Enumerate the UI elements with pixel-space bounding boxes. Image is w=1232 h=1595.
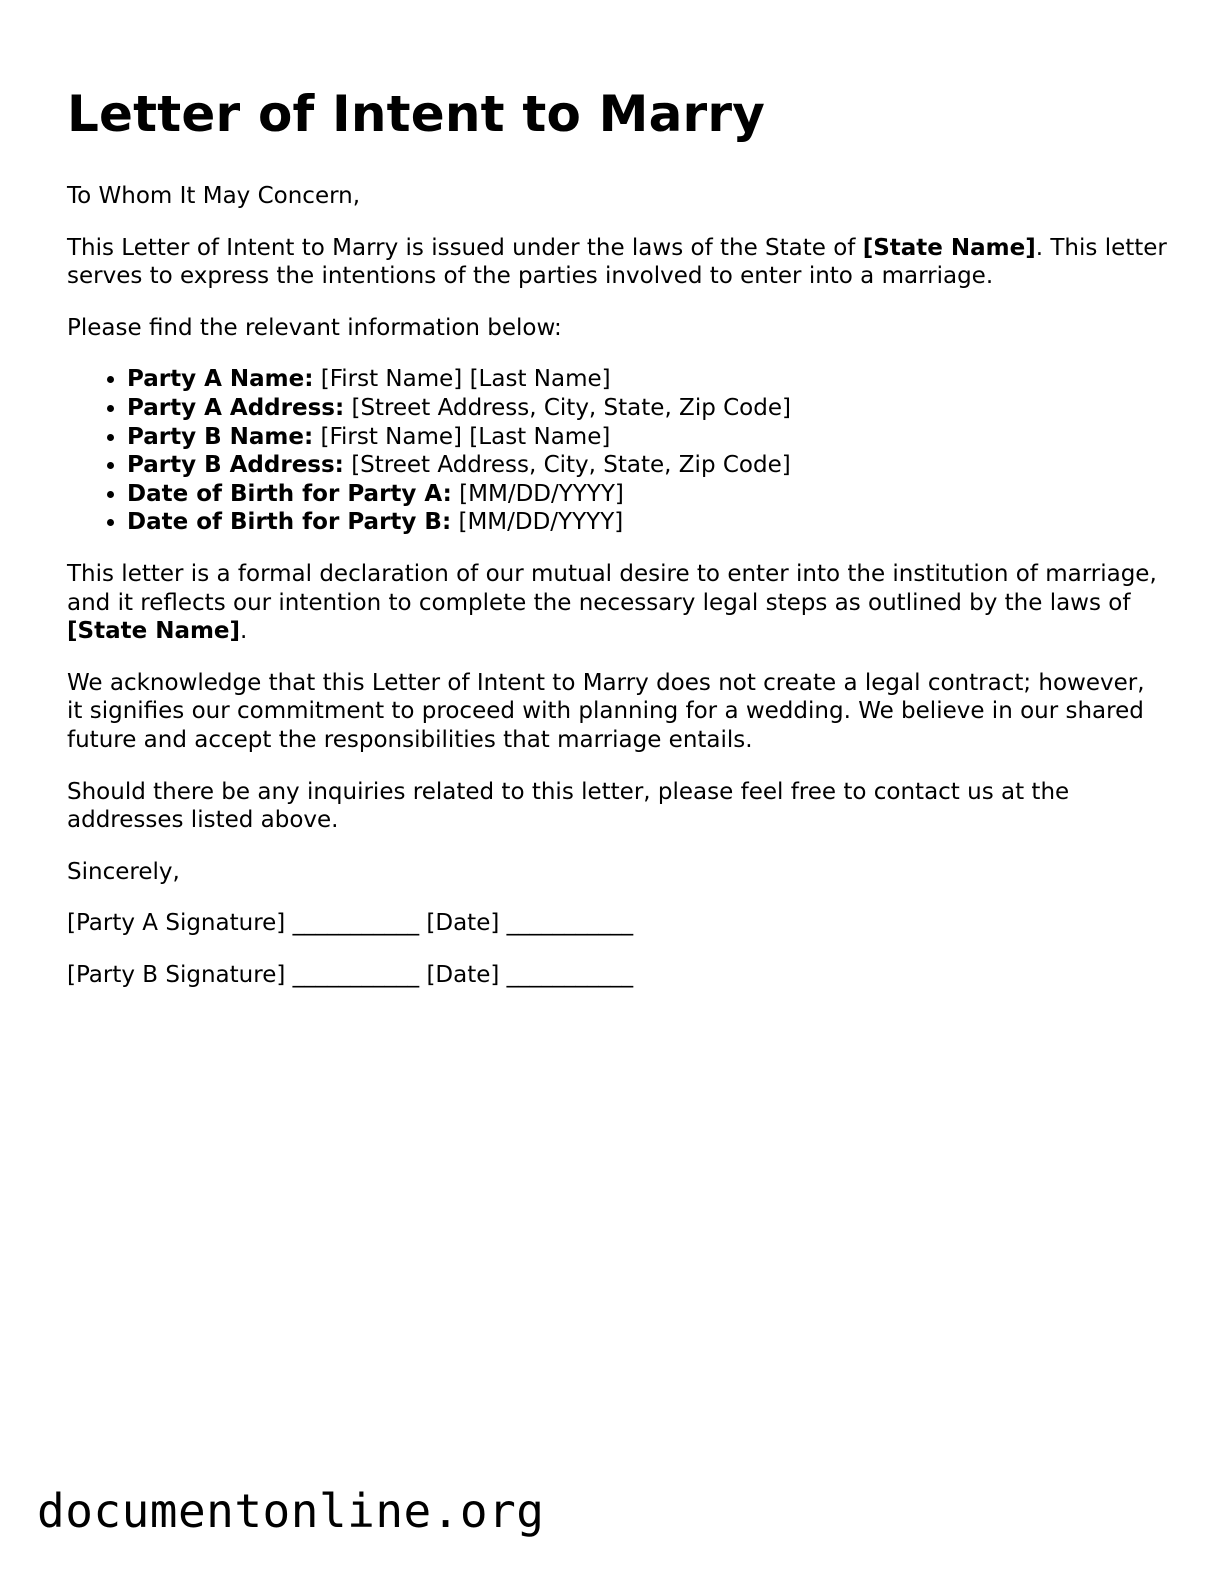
salutation: To Whom It May Concern, xyxy=(67,183,361,209)
item-value: [First Name] [Last Name] xyxy=(313,423,611,450)
closing: Sincerely, xyxy=(67,858,180,885)
item-label: Party B Address: xyxy=(127,452,344,479)
list-item-party-a-name xyxy=(127,365,1167,394)
acknowledgement-paragraph: We acknowledge that this Letter of Intent to Marry does not create a legal contract; however, it signifies our commitment to proceed with planning for a wedding. We believe in our shared future and accept the responsibilities that marriage entails. xyxy=(67,669,1145,753)
letter-document xyxy=(67,80,1167,1012)
item-value: [MM/DD/YYYY] xyxy=(451,509,624,536)
list-item-party-b-dob xyxy=(127,508,1167,537)
list-item-party-b-address xyxy=(127,451,1167,480)
item-label: Party A Name: xyxy=(127,366,314,393)
signature-line-party-b: [Party B Signature] ___________ [Date] ___________ xyxy=(67,961,634,988)
item-label: Party A Address: xyxy=(127,394,345,421)
declaration-state-placeholder: [State Name] xyxy=(67,618,241,645)
item-value: [First Name] [Last Name] xyxy=(313,366,611,393)
inquiries-paragraph: Should there be any inquiries related to this letter, please feel free to contact us at the addresses listed above. xyxy=(67,778,1070,834)
intro-paragraph xyxy=(67,234,1167,291)
intro-text-end: . This letter serves to express the intentions of the parties involved to enter into a marriage. xyxy=(67,234,1167,290)
intro-text-start: This Letter of Intent to Marry is issued under the laws of the State of xyxy=(67,234,863,261)
item-value: [Street Address, City, State, Zip Code] xyxy=(344,394,791,421)
document-title: Letter of Intent to Marry xyxy=(67,85,766,143)
item-value: [Street Address, City, State, Zip Code] xyxy=(343,452,791,479)
item-label: Date of Birth for Party B: xyxy=(127,509,452,536)
intro-state-placeholder: [State Name] xyxy=(862,234,1036,261)
list-item-party-a-dob xyxy=(127,480,1167,509)
signature-line-party-a: [Party A Signature] ___________ [Date] ___________ xyxy=(67,910,634,937)
declaration-text-start: This letter is a formal declaration of our mutual desire to enter into the institution of marriage, and it reflects our intention to complete the necessary legal steps as outlined by the laws of xyxy=(67,560,1157,616)
watermark-text: documentonline.org xyxy=(37,1484,545,1538)
item-value: [MM/DD/YYYY] xyxy=(451,480,624,507)
item-label: Party B Name: xyxy=(127,423,314,450)
party-info-list xyxy=(67,365,1167,537)
list-item-party-a-address xyxy=(127,394,1167,423)
list-item-party-b-name xyxy=(127,423,1167,452)
item-label: Date of Birth for Party A: xyxy=(127,480,452,507)
declaration-paragraph xyxy=(67,560,1167,646)
info-intro: Please find the relevant information below: xyxy=(67,314,562,341)
declaration-text-end: . xyxy=(240,618,248,645)
